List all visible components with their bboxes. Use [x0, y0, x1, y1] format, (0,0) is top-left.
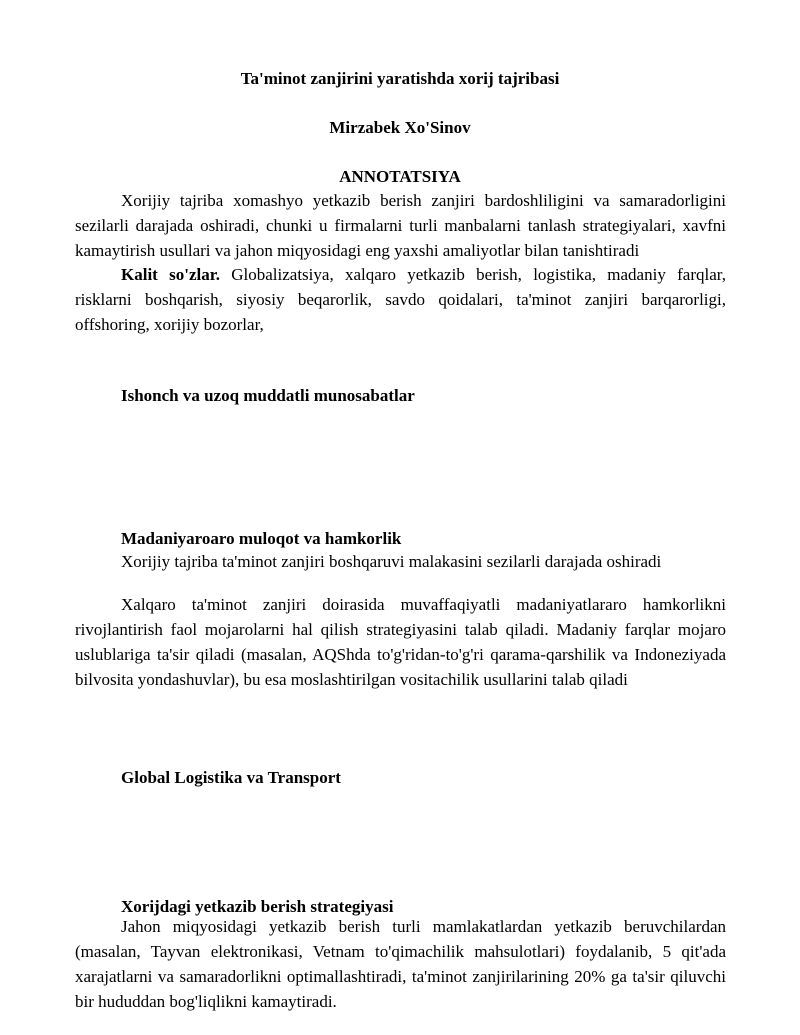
section-intercultural-paragraph: Xalqaro ta'minot zanjiri doirasida muvaffaqiyatli madaniyatlararo hamkorlikni rivojlantirish faol mojarolarni hal qilish strategiyasini talab qiladi. Madaniy farqlar mojaro uslublariga ta'sir qiladi (masalan, AQShda to'g'ridan-to'g'ri qarama-qarshilik va Indoneziyada bilvosita yondashuvlar), bu esa moslashtirilgan vositachilik usullarini talab qiladi — [75, 595, 726, 689]
keywords-paragraph — [75, 262, 726, 337]
abstract-paragraph: Xorijiy tajriba xomashyo yetkazib berish zanjiri bardoshliligini va samaradorligini sezilarli darajada oshiradi, chunki u firmalarni turli manbalarni tanlash strategiyalari, xavfni kamaytirish usullari va jahon miqyosidagi eng yaxshi amaliyotlar bilan tanishtiradi — [75, 191, 726, 260]
section-intercultural-line: Xorijiy tajriba ta'minot zanjiri boshqaruvi malakasini sezilarli darajada oshiradi — [121, 552, 662, 571]
keywords-text: Globalizatsiya, xalqaro yetkazib berish, logistika, madaniy farqlar, risklarni boshqarish, siyosiy beqarorlik, savdo qoidalari, ta'minot zanjiri barqarorligi, offshoring, xorijiy bozorlar, — [75, 265, 726, 334]
section-sourcing-paragraph: Jahon miqyosidagi yetkazib berish turli mamlakatlardan yetkazib beruvchilardan (masalan, Tayvan elektronikasi, Vetnam to'qimachilik mahsulotlari) foydalanib, 5 qit'ada xarajatlarni va samaradorlikni optimallashtiradi, ta'minot zanjirilarining 20% ga ta'sir qiluvchi bir hududdan bog'liqlikni kamaytiradi. — [75, 917, 726, 1011]
abstract-heading: ANNOTATSIYA — [339, 167, 461, 186]
section-heading-sourcing: Xorijdagi yetkazib berish strategiyasi — [121, 897, 394, 916]
section-heading-trust: Ishonch va uzoq muddatli munosabatlar — [121, 386, 415, 405]
section-heading-intercultural: Madaniyaroaro muloqot va hamkorlik — [121, 529, 402, 548]
keywords-label: Kalit so'zlar. — [121, 265, 220, 284]
document-title: Ta'minot zanjirini yaratishda xorij tajribasi — [240, 69, 560, 88]
author-name: Mirzabek Xo'Sinov — [329, 118, 471, 137]
section-heading-logistics: Global Logistika va Transport — [121, 768, 341, 787]
